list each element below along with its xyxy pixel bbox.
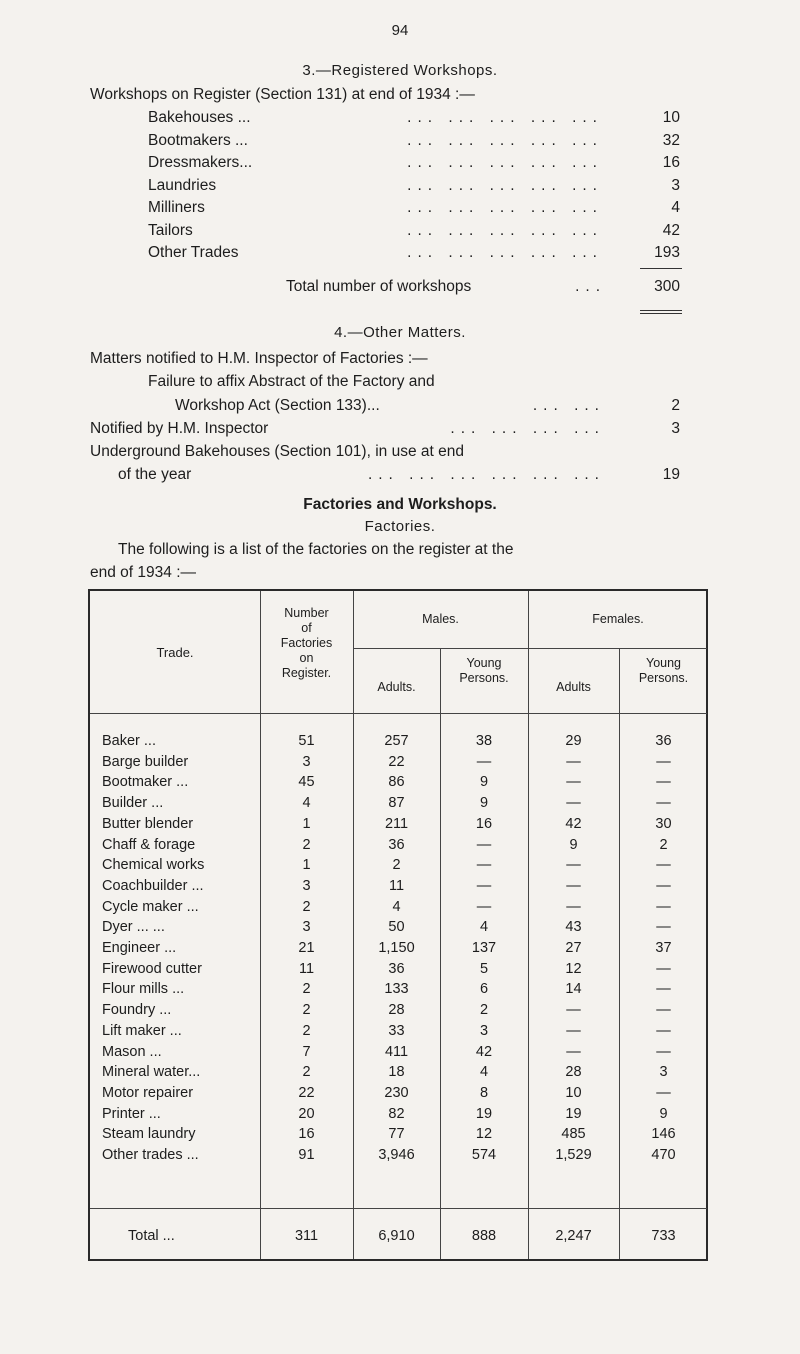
- workshop-value: 10: [662, 109, 680, 126]
- total-m-adults: 6,910: [378, 1228, 415, 1244]
- header-males: Males.: [422, 612, 459, 626]
- table-cell-m-young: 9: [479, 795, 489, 812]
- table-cell-num: 22: [298, 1084, 315, 1101]
- table-cell-num: 7: [302, 1043, 311, 1060]
- grid-line: [90, 1208, 707, 1209]
- table-cell-f-young: —: [656, 981, 671, 998]
- table-row-trade: Mineral water...: [102, 1064, 201, 1081]
- table-cell-f-young: —: [656, 1002, 671, 1019]
- total-f-young: 733: [651, 1228, 676, 1244]
- table-cell-f-young: 9: [659, 1105, 668, 1122]
- underground-value: 19: [662, 466, 680, 483]
- workshop-value: 32: [662, 131, 680, 149]
- table-cell-f-adults: —: [566, 1022, 581, 1039]
- factories-intro-line2: end of 1934 :—: [90, 564, 196, 581]
- table-row-trade: Other trades ...: [102, 1147, 199, 1163]
- other-matters-intro: Matters notified to H.M. Inspector of Factories :—: [90, 350, 428, 367]
- table-cell-m-young: —: [476, 753, 492, 770]
- header-male-young: Young Persons.: [459, 656, 509, 685]
- table-cell-f-adults: —: [566, 1043, 581, 1060]
- registered-workshops-title: 3.—Registered Workshops.: [302, 62, 498, 79]
- underground-line2: of the year: [118, 466, 192, 483]
- header-females: Females.: [592, 612, 644, 626]
- table-cell-f-young: 3: [659, 1064, 668, 1081]
- table-cell-f-adults: 43: [565, 919, 582, 936]
- table-cell-f-young: 30: [655, 815, 672, 832]
- table-cell-f-adults: —: [566, 1002, 581, 1019]
- table-row-trade: Dyer ... ...: [102, 919, 165, 936]
- failure-line1: Failure to affix Abstract of the Factory and: [148, 373, 435, 390]
- table-cell-f-adults: 10: [565, 1084, 582, 1101]
- table-row-trade: Lift maker ...: [102, 1022, 182, 1039]
- factories-intro-line1: The following is a list of the factories on the register at the: [118, 541, 514, 558]
- table-cell-f-young: 36: [655, 733, 672, 749]
- table-cell-f-adults: 9: [569, 836, 578, 853]
- workshops-total-value: 300: [654, 278, 680, 295]
- table-cell-f-young: —: [656, 877, 671, 894]
- table-cell-m-adults: 411: [384, 1043, 409, 1060]
- table-cell-m-young: 137: [471, 940, 497, 956]
- table-cell-m-adults: 36: [388, 960, 405, 977]
- double-rule-2: [640, 313, 682, 314]
- table-cell-m-young: 2: [479, 1002, 489, 1019]
- table-cell-f-adults: —: [566, 774, 581, 791]
- workshop-row: Milliners ... ... ... ... ... 4: [148, 199, 680, 216]
- workshop-row: Other Trades ... ... ... ... ... 193: [148, 244, 680, 261]
- table-cell-m-young: —: [476, 898, 492, 915]
- total-rule: [640, 268, 682, 269]
- table-cell-f-adults: 42: [565, 815, 582, 832]
- other-matters-title: 4.—Other Matters.: [334, 324, 466, 341]
- table-cell-num: 21: [298, 940, 315, 956]
- table-cell-m-adults: 230: [384, 1084, 409, 1101]
- workshop-row: Dressmakers... ... ... ... ... ... 16: [148, 154, 680, 171]
- header-trade: Trade.: [156, 645, 194, 660]
- table-cell-m-young: 19: [475, 1105, 493, 1122]
- header-number: Number of Factories on Register.: [280, 606, 333, 680]
- table-cell-f-young: —: [656, 753, 671, 770]
- table-cell-num: 2: [302, 1022, 311, 1039]
- table-cell-m-adults: 1,150: [378, 940, 415, 956]
- failure-line2: Workshop Act (Section 133)...: [175, 397, 380, 414]
- workshop-value: 193: [654, 244, 680, 261]
- table-cell-f-adults: 485: [561, 1126, 586, 1143]
- table-row-trade: Firewood cutter: [102, 960, 202, 977]
- workshop-value: 16: [662, 154, 680, 171]
- table-row-trade: Coachbuilder ...: [102, 877, 204, 894]
- notified-label: Notified by H.M. Inspector: [90, 420, 269, 437]
- table-cell-f-young: 37: [655, 940, 672, 956]
- table-cell-f-adults: 14: [565, 981, 582, 998]
- table-cell-f-young: 146: [651, 1126, 676, 1143]
- table-cell-num: 11: [298, 960, 315, 977]
- table-cell-num: 4: [302, 795, 311, 812]
- table-cell-f-young: 2: [659, 836, 668, 853]
- grid-line: [353, 648, 707, 649]
- table-cell-m-young: —: [476, 877, 492, 894]
- header-male-adults: Adults.: [377, 680, 416, 694]
- table-cell-f-young: —: [656, 898, 671, 915]
- table-cell-f-young: —: [656, 919, 671, 936]
- workshop-label: Bootmakers ...: [148, 131, 248, 149]
- table-cell-num: 3: [302, 919, 311, 936]
- double-rule-1: [640, 310, 682, 311]
- notified-row: Notified by H.M. Inspector ... ... ... ... 3: [90, 420, 680, 437]
- table-cell-m-adults: 50: [388, 919, 405, 936]
- table-row-trade: Cycle maker ...: [102, 898, 199, 915]
- table-row-trade: Steam laundry: [102, 1126, 196, 1143]
- table-cell-m-adults: 22: [388, 753, 405, 770]
- underground-row: of the year ... ... ... ... ... ... 19: [118, 466, 680, 483]
- table-row-trade: Foundry ...: [102, 1002, 172, 1019]
- table-cell-num: 1: [302, 815, 311, 832]
- table-row-trade: Mason ...: [102, 1043, 162, 1060]
- factories-subheading: Factories.: [364, 518, 436, 535]
- table-cell-m-young: 4: [479, 919, 489, 936]
- table-cell-num: 2: [302, 898, 311, 915]
- table-cell-m-young: 9: [479, 774, 489, 791]
- table-row-trade: Engineer ...: [102, 940, 177, 956]
- table-cell-m-adults: 18: [388, 1064, 405, 1081]
- table-cell-m-young: 38: [475, 733, 493, 749]
- table-cell-f-adults: 19: [565, 1105, 582, 1122]
- table-cell-f-adults: —: [566, 753, 581, 770]
- table-cell-m-young: 6: [479, 981, 489, 998]
- table-cell-num: 3: [302, 753, 311, 770]
- table-row-trade: Bootmaker ...: [102, 774, 189, 791]
- table-cell-f-adults: —: [566, 857, 581, 874]
- table-row-trade: Motor repairer: [102, 1084, 194, 1101]
- table-cell-m-adults: 33: [388, 1022, 405, 1039]
- table-cell-num: 91: [298, 1147, 315, 1163]
- table-cell-f-young: —: [656, 1022, 671, 1039]
- table-cell-num: 1: [302, 857, 311, 874]
- table-cell-f-young: —: [656, 795, 671, 812]
- table-row-trade: Builder ...: [102, 795, 164, 812]
- table-cell-m-young: 5: [479, 960, 489, 977]
- failure-value: 2: [671, 397, 680, 414]
- table-cell-m-adults: 82: [388, 1105, 405, 1122]
- page-number: 94: [391, 22, 409, 39]
- table-cell-m-adults: 4: [392, 898, 401, 915]
- table-cell-m-young: 4: [479, 1064, 489, 1081]
- workshop-label: Dressmakers...: [148, 154, 253, 171]
- table-cell-f-young: —: [656, 1084, 671, 1101]
- underground-line1: Underground Bakehouses (Section 101), in use at end: [90, 443, 464, 460]
- notified-value: 3: [671, 420, 680, 437]
- workshops-total-label: Total number of workshops: [286, 278, 472, 295]
- table-cell-num: 2: [302, 981, 311, 998]
- table-cell-m-adults: 87: [388, 795, 405, 812]
- table-cell-m-adults: 211: [384, 815, 409, 832]
- table-cell-m-young: 574: [471, 1147, 497, 1163]
- table-row-trade: Flour mills ...: [102, 981, 185, 998]
- factories-heading: Factories and Workshops.: [303, 496, 497, 513]
- total-trade: Total ...: [128, 1228, 175, 1244]
- workshop-value: 3: [671, 176, 680, 194]
- table-cell-f-young: —: [656, 857, 671, 874]
- table-row-trade: Printer ...: [102, 1105, 161, 1122]
- table-cell-f-young: —: [656, 1043, 671, 1060]
- table-cell-f-adults: 29: [565, 733, 582, 749]
- table-cell-num: 2: [302, 836, 311, 853]
- workshop-row: Bootmakers ... ... ... ... ... ... 32: [148, 131, 680, 149]
- table-cell-m-young: 16: [475, 815, 493, 832]
- workshop-value: 4: [671, 199, 680, 216]
- table-row-trade: Chaff & forage: [102, 836, 196, 853]
- header-female-adults: Adults: [556, 680, 591, 694]
- table-cell-num: 51: [298, 733, 315, 749]
- table-cell-m-adults: 28: [388, 1002, 405, 1019]
- table-cell-f-adults: 12: [565, 960, 582, 977]
- workshop-value: 42: [662, 221, 680, 239]
- workshop-label: Milliners: [148, 199, 205, 216]
- table-cell-m-young: 8: [479, 1084, 489, 1101]
- table-cell-num: 3: [302, 877, 311, 894]
- table-cell-num: 45: [298, 774, 315, 791]
- table-cell-f-adults: 28: [565, 1064, 582, 1081]
- workshop-row: Bakehouses ... ... ... ... ... ... 10: [148, 109, 680, 126]
- table-cell-f-adults: 27: [565, 940, 582, 956]
- table-cell-m-young: 42: [475, 1043, 493, 1060]
- table-cell-f-adults: —: [566, 795, 581, 812]
- failure-row: Workshop Act (Section 133)... ... ... 2: [175, 397, 680, 414]
- table-cell-f-young: —: [656, 774, 671, 791]
- table-cell-m-young: 12: [475, 1126, 493, 1143]
- table-cell-m-young: —: [476, 857, 492, 874]
- workshops-intro: Workshops on Register (Section 131) at end of 1934 :—: [90, 86, 475, 103]
- table-cell-f-adults: —: [566, 898, 581, 915]
- table-row-trade: Butter blender: [102, 815, 194, 832]
- table-cell-m-young: 3: [479, 1022, 489, 1039]
- workshop-label: Bakehouses ...: [148, 109, 251, 126]
- table-cell-m-adults: 36: [388, 836, 405, 853]
- workshop-label: Tailors: [148, 221, 193, 239]
- workshop-label: Laundries: [148, 176, 217, 194]
- workshops-total-row: Total number of workshops ... 300: [286, 278, 680, 295]
- grid-line: [90, 713, 707, 714]
- table-cell-m-adults: 257: [384, 733, 409, 749]
- table-cell-m-adults: 133: [384, 981, 409, 998]
- table-row-trade: Baker ...: [102, 733, 156, 749]
- table-cell-m-adults: 86: [388, 774, 405, 791]
- table-cell-f-adults: —: [566, 877, 581, 894]
- workshop-row: Laundries ... ... ... ... ... 3: [148, 176, 680, 194]
- workshop-row: Tailors ... ... ... ... ... 42: [148, 221, 680, 239]
- table-cell-num: 2: [302, 1064, 311, 1081]
- table-cell-m-young: —: [476, 836, 492, 853]
- table-cell-m-adults: 2: [392, 857, 401, 874]
- table-cell-m-adults: 77: [388, 1126, 405, 1143]
- table-row-trade: Barge builder: [102, 753, 189, 770]
- table-cell-m-adults: 11: [388, 877, 405, 894]
- table-cell-m-adults: 3,946: [378, 1147, 415, 1163]
- table-cell-num: 16: [298, 1126, 315, 1143]
- header-female-young: Young Persons.: [638, 656, 689, 685]
- table-row-trade: Chemical works: [102, 857, 205, 874]
- table-cell-f-young: —: [656, 960, 671, 977]
- table-cell-f-young: 470: [651, 1147, 676, 1163]
- table-cell-num: 20: [298, 1105, 315, 1122]
- total-num: 311: [294, 1228, 319, 1244]
- table-cell-f-adults: 1,529: [555, 1147, 592, 1163]
- total-m-young: 888: [471, 1228, 497, 1244]
- table-cell-num: 2: [302, 1002, 311, 1019]
- total-f-adults: 2,247: [555, 1228, 592, 1244]
- workshop-label: Other Trades: [148, 244, 239, 261]
